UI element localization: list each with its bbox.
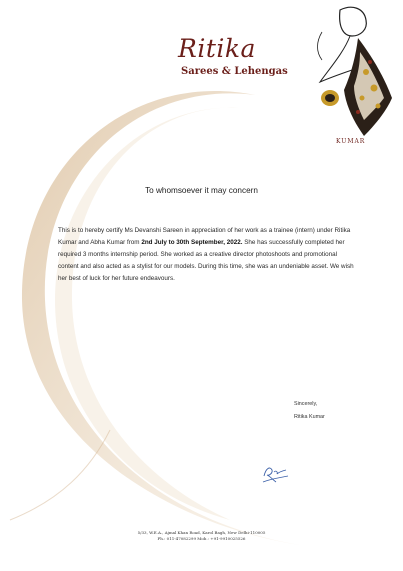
closing-block [294,398,325,424]
brand-name: Ritika [178,34,256,63]
salutation: To whomsoever it may concern [145,186,258,195]
address-line: 5/33, W.E.A., Ajmal Khan Road, Karol Bagh, New Delhi-110005 [137,530,266,535]
signatory-name: Ritika Kumar [294,414,325,420]
footer-address [0,530,403,542]
contact-line: Ph.: 011-47082299 Mob.: +91-9910025526 [157,536,246,541]
closing-word: Sincerely, [294,401,318,407]
certificate-body [58,225,358,285]
internship-period: 2nd July to 30th September, 2022. [141,239,243,246]
designer-tag: KUMAR [336,138,366,145]
saree-figure-logo-icon [300,2,400,142]
brand-tagline: Sarees & Lehengas [181,66,288,77]
body-part-1: This is to hereby certify Ms Devanshi Sareen in appreciation of her work as a trainee (intern) under Ritika Kumar and Abha Kumar from [58,227,351,246]
handwritten-signature [260,462,290,486]
body-part-2: She has successfully completed her required 3 months internship period. She worked as a creative director photoshoots and promotional content and also acted as a stylist for our models. During this time, she was an undeniable asset. We wish her best of luck for her future endeavours. [58,239,354,282]
